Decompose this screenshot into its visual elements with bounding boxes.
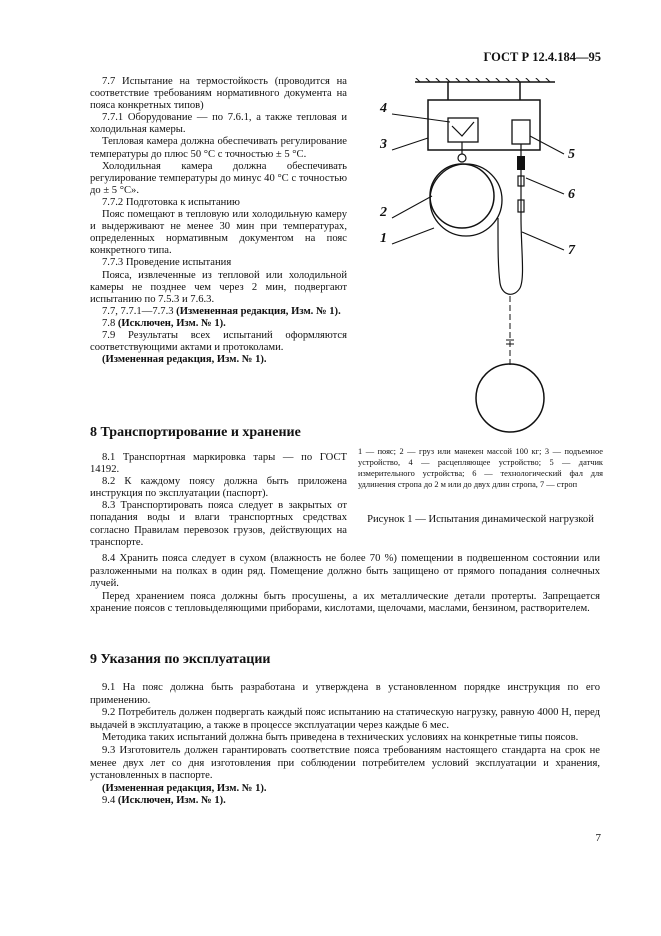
falling-weight (476, 364, 544, 432)
belt (430, 164, 502, 236)
paragraph: Холодильная камера должна обеспечивать регулирование температуры до минус 40 °С с точностью до ± 5 °С». (90, 160, 347, 196)
paragraph: 8.4 Хранить пояса следует в сухом (влажность не более 70 %) помещении в подвешенном состоянии или разложенными на полках в один ряд. Помещение должно быть защищено от прямого попадания солнечных лучей. (90, 553, 600, 590)
paragraph: 9.3 Изготовитель должен гарантировать соответствие пояса требованиям настоящего стандарта на срок не менее двух лет со дня изготовления при соблюдении потребителем условий эксплуатации и хранения, установленных в паспорте. (90, 744, 600, 782)
paragraph: 7.7.2 Подготовка к испытанию (102, 196, 240, 208)
figure-label: 7 (568, 243, 575, 258)
amendment-note: (Измененная редакция, Изм. № 1). (102, 782, 267, 794)
figure-caption: Рисунок 1 — Испытания динамической нагрузкой (367, 514, 594, 525)
section-8-full-width (90, 553, 600, 616)
paragraph: Перед хранением пояса должны быть просушены, а их металлические детали протерты. Запрещается хранение поясов с тепловыделяющими приборами, кислотами, щелочами, маслами, бензином, растворителем. (90, 590, 600, 615)
figure-label: 4 (380, 101, 387, 116)
section-8-column (90, 452, 347, 549)
figure-label: 1 (380, 231, 387, 246)
paragraph-deleted (90, 795, 600, 808)
paragraph: 8.1 Транспортная маркировка тары — по ГОСТ 14192. (90, 452, 347, 476)
paragraph: Тепловая камера должна обеспечивать регулирование температуры до плюс 50 °С с точностью ± 5 °С. (90, 136, 347, 160)
paragraph: 7.7.1 Оборудование — по 7.6.1, а также тепловая и холодильная камеры. (90, 112, 347, 136)
strap (498, 218, 523, 294)
paragraph: 9.2 Потребитель должен подвергать каждый пояс испытанию на статическую нагрузку, равную 4000 Н, перед выдачей в эксплуатацию, а также в процессе эксплуатации через каждые 6 мес. (90, 707, 600, 731)
paragraph: Методика таких испытаний должна быть приведена в технических условиях на конкретные типы поясов. (102, 732, 579, 744)
figure-legend: 1 — пояс; 2 — груз или манекен массой 100 кг; 3 — подъемное устройство, 4 — расцепляющее устройство; 5 — датчик измерительного устройства; 6 — технологический фал для удлинения стропа до 2 м или до двух длин стропа, 7 — строп (358, 447, 603, 489)
section-9-text (90, 682, 600, 808)
amendment-prefix: 7.7, 7.7.1—7.7.3 (102, 305, 174, 317)
paragraph: 7.7 Испытание на термостойкость (проводится на соответствие требованиям нормативного документа на пояса конкретных типов) (90, 76, 347, 112)
hook (458, 154, 466, 162)
paragraph: Пояс помещают в тепловую или холодильную камеру и выдерживают не менее 30 мин при температурах, определенных нормативным документом на пояс конкретного типа. (90, 209, 347, 257)
figure-label: 3 (380, 137, 387, 152)
paragraph: 9.1 На пояс должна быть разработана и утверждена в установленном порядке инструкция по его применению. (90, 682, 600, 706)
amendment-note: (Измененная редакция, Изм. № 1). (102, 354, 267, 366)
paragraph: 7.7.3 Проведение испытания (102, 257, 232, 269)
section-8-heading: 8 Транспортирование и хранение (90, 425, 301, 440)
left-column-text (90, 76, 347, 366)
paragraph: 8.3 Транспортировать пояса следует в закрытых от попадания воды и влаги транспортных средствах согласно Правилам перевозок грузов, действующих на транспорте. (90, 500, 347, 548)
paragraph-deleted (90, 318, 347, 330)
release-device (448, 118, 478, 142)
deleted-note: (Исключен, Изм. № 1). (117, 795, 226, 807)
sensor (512, 120, 530, 144)
figure-label: 5 (568, 147, 575, 162)
item-number: 7.8 (102, 317, 116, 329)
section-9-heading: 9 Указания по эксплуатации (90, 652, 271, 667)
deleted-note: (Исключен, Изм. № 1). (117, 317, 226, 329)
item-number: 9.4 (102, 795, 116, 807)
lifting-device (428, 100, 540, 150)
paragraph: 8.2 К каждому поясу должна быть приложена инструкция по эксплуатации (паспорт). (90, 476, 347, 500)
figure-dynamic-load-test (370, 78, 600, 438)
paragraph: 7.9 Результаты всех испытаний оформляются соответствующими актами и протоколами. (90, 329, 347, 354)
page-number: 7 (595, 832, 601, 844)
figure-label: 2 (380, 205, 387, 220)
weight (430, 164, 494, 228)
technological-line-clip (517, 156, 525, 170)
amendment-note: (Измененная редакция, Изм. № 1). (176, 305, 341, 317)
document-header: ГОСТ Р 12.4.184—95 (483, 50, 601, 64)
paragraph-amendment (90, 306, 347, 318)
figure-label: 6 (568, 187, 575, 202)
paragraph: Пояса, извлеченные из тепловой или холодильной камеры не позднее чем через 2 мин, подвергают испытанию по 7.5.3 и 7.6.3. (90, 269, 347, 305)
